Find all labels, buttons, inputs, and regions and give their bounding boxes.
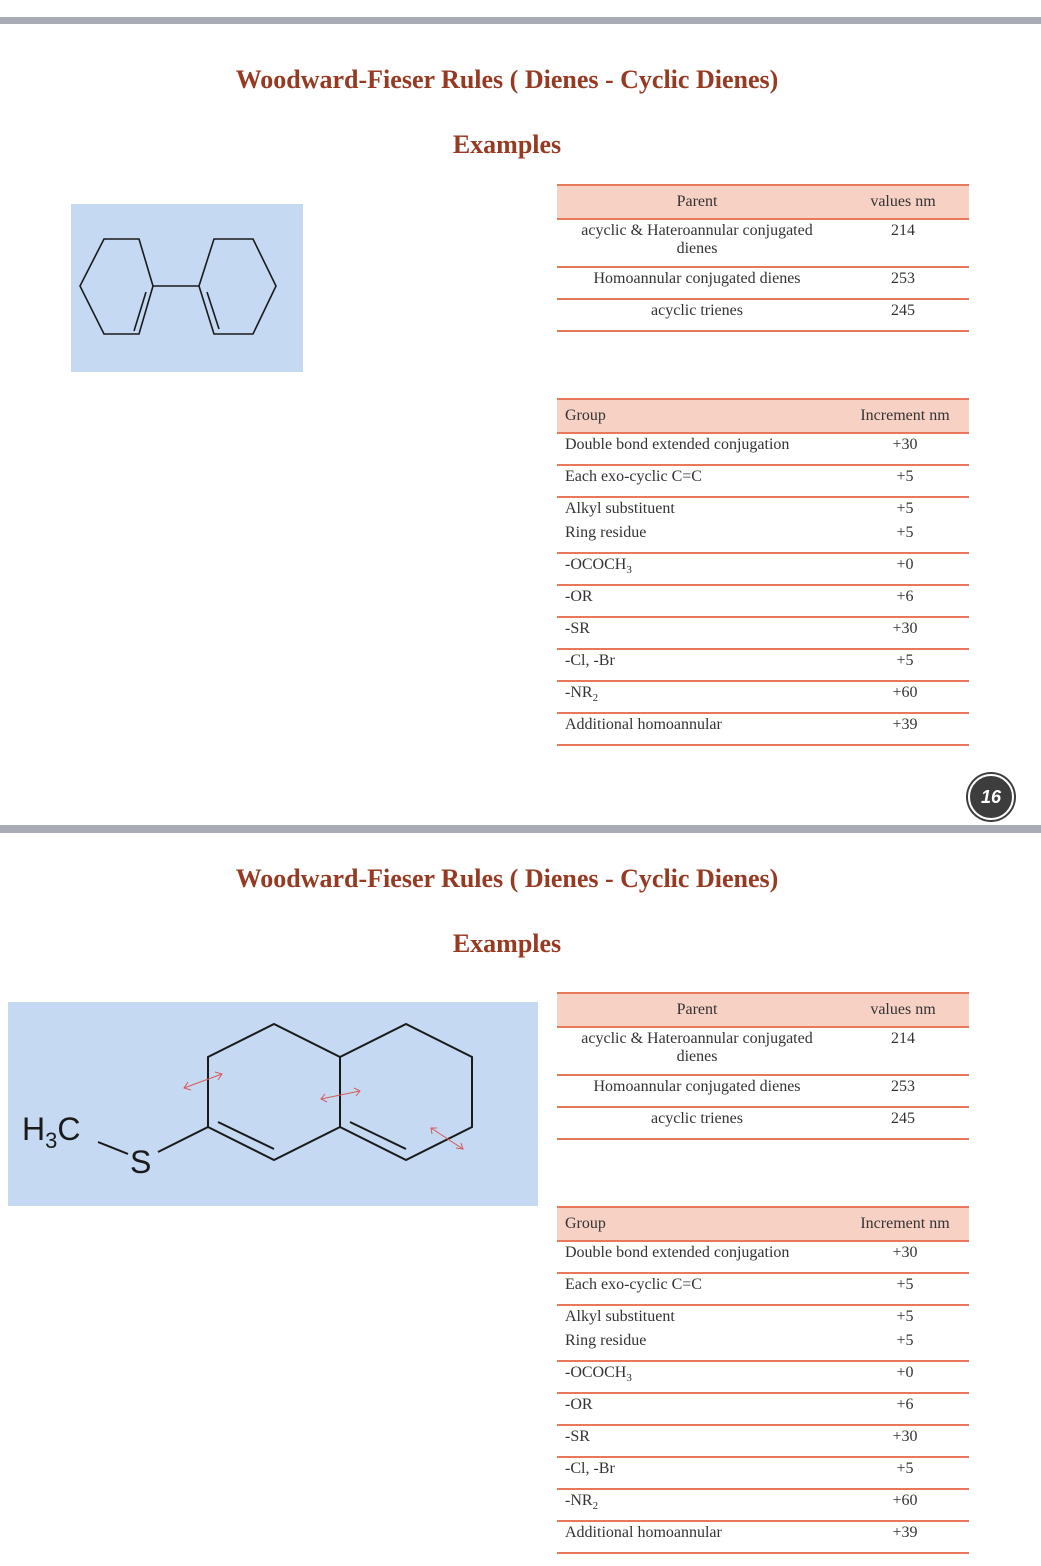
increment-cell: +39 [841,1521,969,1553]
table-row [557,299,969,331]
parent-cell: Homoannular conjugated dienes [557,1075,837,1107]
increment-cell: +0 [841,1361,969,1393]
header-values: values nm [837,993,969,1027]
slide-2 [0,833,1041,1566]
group-cell: Alkyl substituent [565,500,675,517]
increment-cell: +30 [841,433,969,465]
group-cell: Each exo-cyclic C=C [557,1273,841,1305]
group-cell: $-NR_2$ [557,1489,841,1521]
increment-cell: +5 [841,522,969,553]
group-cell: -SR [557,617,841,649]
group-cell: Additional homoannular [557,1521,841,1553]
header-increment: Increment nm [841,1207,969,1241]
increment-cell: +5 [841,1330,969,1361]
parent-cell: acyclic trienes [557,299,837,331]
slide-1 [0,17,1041,826]
parent-cell: acyclic & Hateroannular conjugated dienes [557,219,837,267]
table-row [557,1273,969,1305]
increment-cell: +5 [841,1457,969,1489]
increment-cell: +5 [841,465,969,497]
increment-cell: +60 [841,681,969,713]
slide-title: Woodward-Fieser Rules ( Dienes - Cyclic Dienes) [235,65,779,94]
increment-cell: +30 [841,617,969,649]
group-cell: -SR [557,1425,841,1457]
increment-cell: +5 [841,649,969,681]
table-row [557,1361,969,1393]
methylthio-hexahydronaphthalene-structure [8,1002,538,1206]
value-cell: 214 [837,219,969,267]
header-parent: Parent [557,993,837,1027]
table-row [557,713,969,745]
molecule-image [71,204,303,372]
bicyclohexenyl-structure [71,204,303,372]
table-row [557,1075,969,1107]
header-increment: Increment nm [841,399,969,433]
table-row [557,1241,969,1273]
group-cell: Additional homoannular [557,713,841,745]
increment-cell: +5 [841,1273,969,1305]
table-row [557,1457,969,1489]
value-cell: 253 [837,1075,969,1107]
group-cell: $-OCOCH_3$ [557,553,841,585]
table-row [557,1330,969,1361]
table-row [557,1521,969,1553]
table-row [557,681,969,713]
slide-title: Woodward-Fieser Rules ( Dienes - Cyclic Dienes) [235,864,779,893]
increment-cell: +6 [841,1393,969,1425]
group-cell: Each exo-cyclic C=C [557,465,841,497]
group-cell: Alkyl substituent [565,1308,675,1325]
parent-values-table [557,184,969,332]
table-row [557,1027,969,1075]
group-cell: -OR [557,585,841,617]
increment-cell: +6 [841,585,969,617]
header-parent: Parent [557,185,837,219]
increment-cell: +60 [841,1489,969,1521]
molecule-image [8,1002,538,1206]
group-cell: Ring residue [557,1330,841,1361]
group-cell: -Cl, -Br [557,1457,841,1489]
slide-top-bar [0,17,1041,24]
group-cell: Double bond extended conjugation [557,1241,841,1273]
table-row [557,1393,969,1425]
page-number-badge: 16 [968,774,1014,820]
table-row [557,1489,969,1521]
value-cell: 245 [837,1107,969,1139]
table-row [557,1305,969,1330]
increment-cell: +5 [896,1308,914,1325]
table-row [557,553,969,585]
slide-subtitle: Examples [452,929,562,958]
table-row [557,1425,969,1457]
group-cell: $-OCOCH_3$ [557,1361,841,1393]
group-cell: $-NR_2$ [557,681,841,713]
table-row [557,497,969,522]
sulfur-label: S [130,1144,152,1180]
increment-cell: +30 [841,1241,969,1273]
slide-divider [0,825,1041,833]
ring-residue-arrows [184,1072,463,1149]
group-increment-table [557,398,969,746]
increment-cell: +0 [841,553,969,585]
header-values: values nm [837,185,969,219]
table-row [557,433,969,465]
table-row [557,465,969,497]
increment-cell: +39 [841,713,969,745]
header-group: Group [557,1207,841,1241]
table-row [557,1107,969,1139]
h3c-label: $H_3C$ [22,1111,81,1153]
increment-cell: +5 [896,500,914,517]
group-cell: Ring residue [557,522,841,553]
value-cell: 245 [837,299,969,331]
increment-cell: +30 [841,1425,969,1457]
value-cell: 253 [837,267,969,299]
header-group: Group [557,399,841,433]
group-cell: -OR [557,1393,841,1425]
table-row [557,649,969,681]
group-cell: Double bond extended conjugation [557,433,841,465]
value-cell: 214 [837,1027,969,1075]
table-row [557,219,969,267]
parent-cell: acyclic trienes [557,1107,837,1139]
table-row [557,585,969,617]
table-row [557,267,969,299]
parent-values-table [557,992,969,1140]
slide-subtitle: Examples [452,130,562,159]
parent-cell: acyclic & Hateroannular conjugated dienes [557,1027,837,1075]
table-row [557,617,969,649]
table-row [557,522,969,553]
group-cell: -Cl, -Br [557,649,841,681]
parent-cell: Homoannular conjugated dienes [557,267,837,299]
group-increment-table [557,1206,969,1554]
